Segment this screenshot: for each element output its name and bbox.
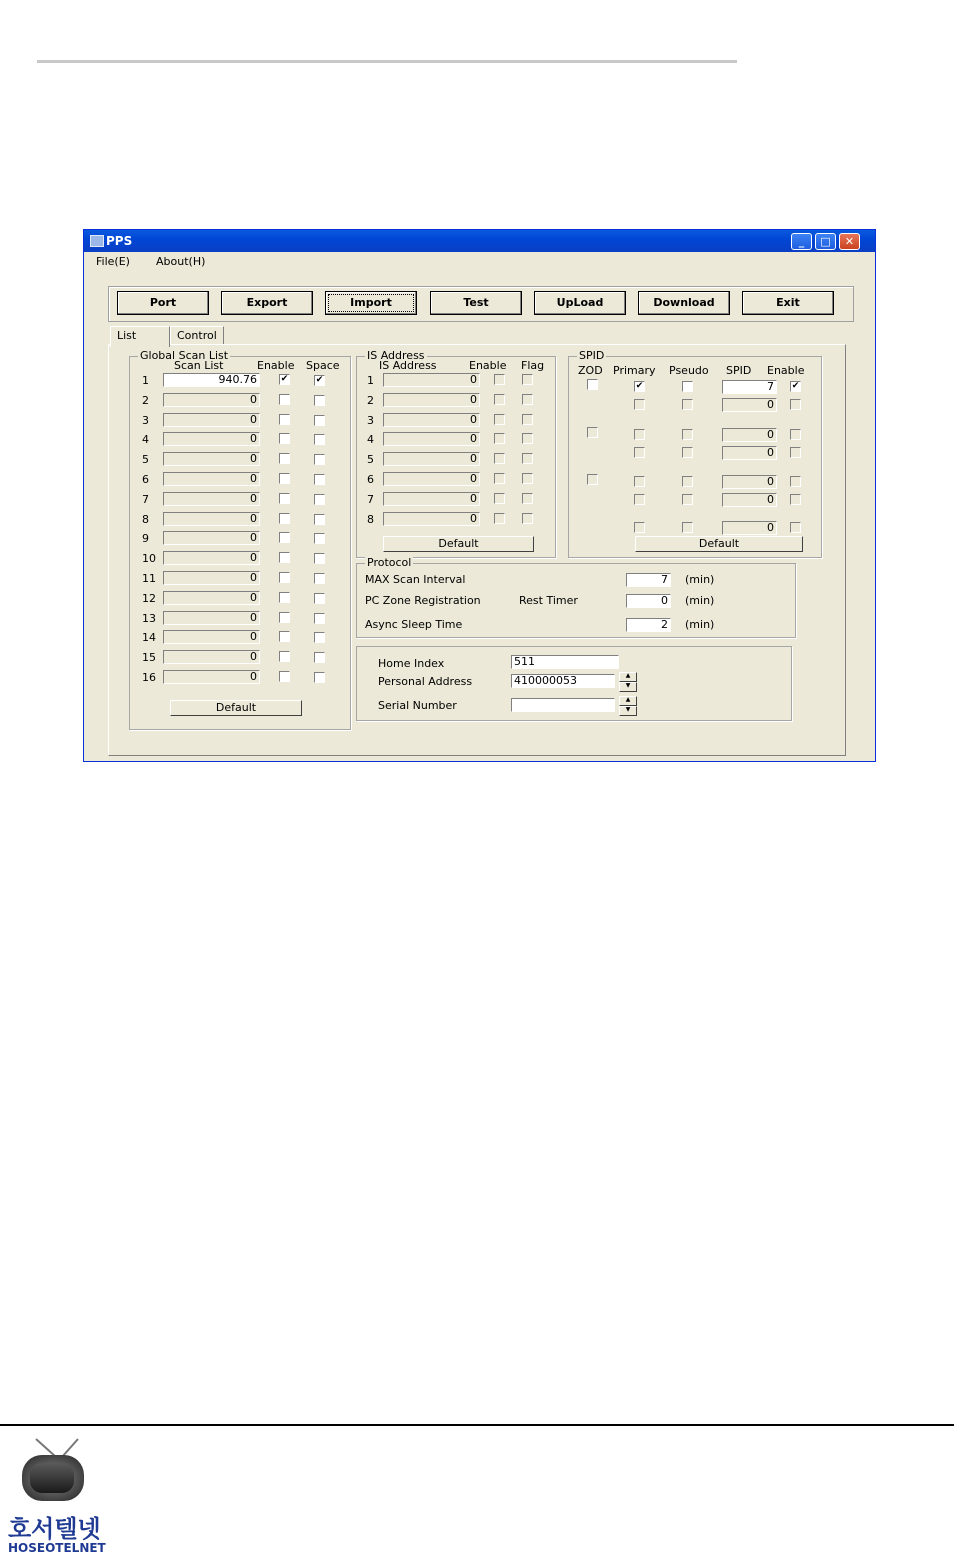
- is-row-number: 4: [367, 433, 374, 447]
- is-flag-checkbox[interactable]: [522, 493, 533, 504]
- menu-file[interactable]: File(E): [96, 255, 130, 268]
- is-enable-checkbox[interactable]: [494, 394, 505, 405]
- identity-group: [356, 646, 792, 721]
- scan-enable-checkbox[interactable]: [279, 532, 290, 543]
- scan-row-number: 12: [142, 591, 156, 605]
- scan-enable-checkbox[interactable]: [279, 651, 290, 662]
- scan-row-number: 3: [142, 413, 149, 427]
- is-row-number: 1: [367, 374, 374, 387]
- is-address-input[interactable]: 0: [383, 393, 480, 407]
- toolbar: [108, 286, 854, 322]
- scan-space-checkbox[interactable]: [314, 573, 325, 584]
- app-icon: [90, 235, 104, 247]
- spid-default-button[interactable]: Default: [635, 536, 803, 552]
- pseudo-checkbox[interactable]: [682, 429, 693, 440]
- scan-enable-checkbox[interactable]: [279, 433, 290, 444]
- is-enable-checkbox[interactable]: [494, 493, 505, 504]
- scan-space-checkbox[interactable]: [314, 474, 325, 485]
- spid-input[interactable]: 0: [722, 475, 777, 489]
- max-scan-label: MAX Scan Interval: [365, 573, 466, 586]
- scan-row-number: 9: [142, 532, 149, 546]
- spin-up-icon[interactable]: ▲: [619, 672, 637, 682]
- scan-row-number: 15: [142, 651, 156, 665]
- personal-address-input[interactable]: 410000053: [511, 674, 615, 688]
- spid-enable-checkbox[interactable]: ✔: [791, 381, 800, 391]
- spid-enable-checkbox[interactable]: [790, 429, 801, 440]
- is-address-input[interactable]: 0: [383, 432, 480, 446]
- logo-korean: 호서텔넷: [8, 1515, 101, 1543]
- scan-enable-checkbox[interactable]: [279, 493, 290, 504]
- scan-list-input[interactable]: 940.76: [163, 373, 260, 387]
- is-address-header: IS Address: [379, 359, 437, 372]
- is-address-input[interactable]: 0: [383, 452, 480, 466]
- is-row-number: 2: [367, 393, 374, 407]
- scan-space-checkbox[interactable]: [314, 553, 325, 564]
- is-address-input[interactable]: 0: [383, 373, 480, 387]
- spid-enable-checkbox[interactable]: [790, 476, 801, 487]
- page-divider-bottom: [0, 1424, 954, 1426]
- primary-checkbox[interactable]: [634, 447, 645, 458]
- serial-number-input[interactable]: [511, 698, 615, 712]
- pseudo-checkbox[interactable]: [682, 399, 693, 410]
- scan-list-input[interactable]: 0: [163, 472, 260, 486]
- home-index-input[interactable]: 511: [511, 655, 619, 669]
- global-scan-list-title: Global Scan List: [140, 349, 229, 362]
- scan-row-number: 5: [142, 453, 149, 467]
- protocol-group: [356, 556, 796, 638]
- scan-space-checkbox[interactable]: [314, 672, 325, 683]
- spid-input[interactable]: 0: [722, 428, 777, 442]
- is-address-input[interactable]: 0: [383, 413, 480, 427]
- page-divider-top: [37, 60, 737, 63]
- space-header: Space: [306, 359, 340, 372]
- test-button[interactable]: Test: [430, 291, 522, 315]
- async-input[interactable]: 2: [626, 618, 671, 632]
- spid-input[interactable]: 0: [722, 493, 777, 507]
- spid-enable-checkbox[interactable]: [790, 522, 801, 533]
- is-default-button[interactable]: Default: [383, 536, 534, 552]
- primary-checkbox[interactable]: [634, 494, 645, 505]
- spid-input[interactable]: 7: [722, 380, 777, 394]
- home-index-label: Home Index: [378, 657, 445, 670]
- scan-space-checkbox[interactable]: [314, 434, 325, 445]
- is-flag-checkbox[interactable]: [522, 374, 533, 385]
- is-address-input[interactable]: 0: [383, 472, 480, 486]
- scan-enable-checkbox[interactable]: [279, 671, 290, 682]
- pseudo-checkbox[interactable]: [682, 522, 693, 533]
- personal-address-spinner[interactable]: [619, 672, 637, 690]
- is-row-number: 7: [367, 492, 374, 506]
- personal-address-label: Personal Address: [378, 675, 473, 688]
- is-flag-checkbox[interactable]: [522, 513, 533, 524]
- is-enable-header: Enable: [469, 359, 507, 372]
- scan-row-number: 13: [142, 611, 156, 625]
- max-scan-unit: (min): [685, 573, 715, 586]
- async-unit: (min): [685, 618, 715, 631]
- tab-list[interactable]: List: [110, 326, 170, 347]
- primary-checkbox[interactable]: [634, 522, 645, 533]
- scan-space-checkbox[interactable]: [314, 415, 325, 426]
- is-enable-checkbox[interactable]: [494, 473, 505, 484]
- scan-list-input[interactable]: 0: [163, 571, 260, 585]
- pps-window: [83, 229, 876, 762]
- scan-row-number: 7: [142, 492, 149, 506]
- logo-english: HOSEOTELNET: [8, 1541, 106, 1555]
- spid-enable-checkbox[interactable]: [790, 399, 801, 410]
- is-enable-checkbox[interactable]: [494, 374, 505, 385]
- list-tab-panel: [108, 344, 846, 756]
- scan-row-number: 4: [142, 433, 149, 447]
- spid-enable-checkbox[interactable]: [790, 494, 801, 505]
- scan-enable-checkbox[interactable]: [279, 414, 290, 425]
- import-button[interactable]: Import: [325, 291, 417, 315]
- scan-enable-checkbox[interactable]: [279, 394, 290, 405]
- async-label: Async Sleep Time: [365, 618, 463, 631]
- is-row-number: 5: [367, 453, 374, 467]
- scan-enable-checkbox[interactable]: [279, 572, 290, 583]
- max-scan-input[interactable]: 7: [626, 573, 671, 587]
- zod-header: ZOD: [578, 364, 603, 377]
- zod-checkbox[interactable]: [587, 474, 598, 485]
- scan-list-input[interactable]: 0: [163, 551, 260, 565]
- zod-checkbox[interactable]: [587, 379, 598, 390]
- is-enable-checkbox[interactable]: [494, 513, 505, 524]
- tv-icon: [22, 1455, 84, 1501]
- rest-timer-input[interactable]: 0: [626, 594, 671, 608]
- is-flag-checkbox[interactable]: [522, 394, 533, 405]
- scan-row-number: 16: [142, 671, 156, 684]
- scan-row-number: 10: [142, 552, 156, 566]
- is-address-title: IS Address: [367, 349, 425, 362]
- tab-control[interactable]: Control: [170, 326, 224, 345]
- close-icon[interactable]: ✕: [839, 233, 860, 250]
- is-flag-header: Flag: [521, 359, 545, 372]
- scan-enable-checkbox[interactable]: [279, 612, 290, 623]
- protocol-title: Protocol: [367, 556, 412, 569]
- scan-space-checkbox[interactable]: ✔: [315, 375, 324, 385]
- scan-list-input[interactable]: 0: [163, 492, 260, 506]
- pseudo-checkbox[interactable]: [682, 476, 693, 487]
- rest-timer-unit: (min): [685, 594, 715, 607]
- scan-row-number: 1: [142, 374, 149, 387]
- spid-title: SPID: [579, 349, 605, 362]
- is-flag-checkbox[interactable]: [522, 453, 533, 464]
- serial-number-label: Serial Number: [378, 699, 457, 712]
- maximize-icon[interactable]: □: [815, 233, 836, 250]
- port-button[interactable]: Port: [117, 291, 209, 315]
- scan-list-input[interactable]: 0: [163, 591, 260, 605]
- pseudo-checkbox[interactable]: [682, 381, 693, 392]
- spid-enable-checkbox[interactable]: [790, 447, 801, 458]
- scan-space-checkbox[interactable]: [314, 632, 325, 643]
- primary-header: Primary: [613, 364, 656, 377]
- is-row-number: 8: [367, 512, 374, 526]
- is-row-number: 3: [367, 413, 374, 427]
- is-flag-checkbox[interactable]: [522, 414, 533, 425]
- is-enable-checkbox[interactable]: [494, 433, 505, 444]
- scan-space-checkbox[interactable]: [314, 454, 325, 465]
- spin-down-icon[interactable]: ▼: [619, 706, 637, 716]
- spid-header: SPID: [726, 364, 752, 377]
- is-flag-checkbox[interactable]: [522, 473, 533, 484]
- spid-input[interactable]: 0: [722, 446, 777, 460]
- scan-list-input[interactable]: 0: [163, 413, 260, 427]
- scan-space-checkbox[interactable]: [314, 494, 325, 505]
- upload-button[interactable]: UpLoad: [534, 291, 626, 315]
- pseudo-checkbox[interactable]: [682, 447, 693, 458]
- is-address-input[interactable]: 0: [383, 492, 480, 506]
- scan-list-input[interactable]: 0: [163, 452, 260, 466]
- scan-enable-checkbox[interactable]: [279, 592, 290, 603]
- is-address-group: [356, 349, 556, 558]
- client-area: [88, 270, 871, 757]
- scan-list-header: Scan List: [174, 359, 224, 372]
- hoseotelnet-logo: [6, 1437, 116, 1559]
- scan-list-input[interactable]: 0: [163, 670, 260, 684]
- scan-list-input[interactable]: 0: [163, 611, 260, 625]
- scan-row-number: 8: [142, 512, 149, 526]
- spid-input[interactable]: 0: [722, 521, 777, 535]
- spid-input[interactable]: 0: [722, 398, 777, 412]
- download-button[interactable]: Download: [638, 291, 730, 315]
- spin-up-icon[interactable]: ▲: [619, 696, 637, 706]
- scan-list-input[interactable]: 0: [163, 512, 260, 526]
- scan-list-input[interactable]: 0: [163, 531, 260, 545]
- is-enable-checkbox[interactable]: [494, 414, 505, 425]
- scan-list-input[interactable]: 0: [163, 393, 260, 407]
- pseudo-checkbox[interactable]: [682, 494, 693, 505]
- title-bar[interactable]: [84, 230, 875, 252]
- spid-enable-header: Enable: [767, 364, 805, 377]
- window-title: PPS: [106, 234, 133, 248]
- spid-group: [568, 349, 822, 558]
- pc-zone-label: PC Zone Registration: [365, 594, 481, 607]
- scan-list-input[interactable]: 0: [163, 650, 260, 664]
- scan-enable-checkbox[interactable]: [279, 513, 290, 524]
- is-flag-checkbox[interactable]: [522, 433, 533, 444]
- minimize-icon[interactable]: _: [791, 233, 812, 250]
- serial-number-spinner[interactable]: [619, 696, 637, 714]
- scan-row-number: 11: [142, 572, 156, 585]
- menu-bar: [84, 252, 875, 270]
- scan-enable-checkbox[interactable]: ✔: [280, 374, 289, 384]
- scan-space-checkbox[interactable]: [314, 533, 325, 544]
- primary-checkbox[interactable]: [634, 399, 645, 410]
- global-scan-list-group: [129, 349, 351, 730]
- spin-down-icon[interactable]: ▼: [619, 682, 637, 692]
- exit-button[interactable]: Exit: [742, 291, 834, 315]
- scan-enable-checkbox[interactable]: [279, 631, 290, 642]
- scan-enable-checkbox[interactable]: [279, 552, 290, 563]
- primary-checkbox[interactable]: [634, 476, 645, 487]
- scan-enable-checkbox[interactable]: [279, 473, 290, 484]
- primary-checkbox[interactable]: ✔: [635, 381, 644, 391]
- rest-timer-label: Rest Timer: [519, 594, 578, 607]
- scan-enable-checkbox[interactable]: [279, 453, 290, 464]
- scan-space-checkbox[interactable]: [314, 593, 325, 604]
- pseudo-header: Pseudo: [669, 364, 709, 377]
- menu-about[interactable]: About(H): [156, 255, 206, 268]
- scan-row-number: 6: [142, 473, 149, 486]
- primary-checkbox[interactable]: [634, 429, 645, 440]
- zod-checkbox[interactable]: [587, 427, 598, 438]
- scan-default-button[interactable]: Default: [170, 700, 302, 716]
- enable-header: Enable: [257, 359, 295, 372]
- is-address-input[interactable]: 0: [383, 512, 480, 526]
- scan-row-number: 2: [142, 393, 149, 407]
- scan-row-number: 14: [142, 631, 156, 645]
- is-row-number: 6: [367, 473, 374, 486]
- scan-space-checkbox[interactable]: [314, 613, 325, 624]
- is-enable-checkbox[interactable]: [494, 453, 505, 464]
- scan-space-checkbox[interactable]: [314, 652, 325, 663]
- scan-list-input[interactable]: 0: [163, 630, 260, 644]
- scan-space-checkbox[interactable]: [314, 514, 325, 525]
- scan-space-checkbox[interactable]: [314, 395, 325, 406]
- scan-list-input[interactable]: 0: [163, 432, 260, 446]
- export-button[interactable]: Export: [221, 291, 313, 315]
- tv-antenna-icon: [16, 1437, 116, 1457]
